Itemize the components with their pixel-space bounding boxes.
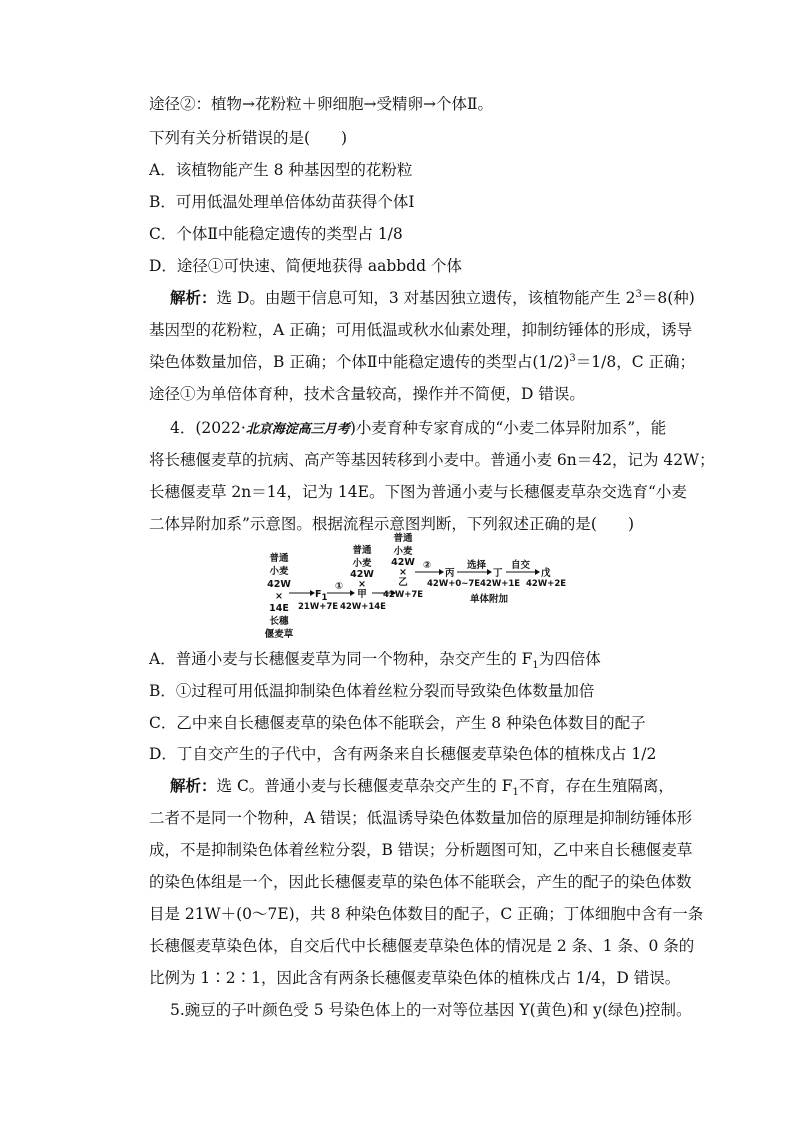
- superscript: 3: [635, 288, 642, 300]
- f1-count: 21W+7E: [298, 602, 339, 612]
- parent-grass-label: 偃麦草: [264, 629, 294, 640]
- analysis-text: ＝8(种): [641, 289, 695, 307]
- arrow-head: [487, 569, 492, 575]
- parent-wheat-label: 普通: [393, 533, 413, 544]
- arrow-head: [439, 569, 444, 575]
- option-a: [149, 649, 601, 672]
- question-text: )小麦育种专家育成的“小麦二体异附加系”，能: [349, 419, 667, 437]
- step-1-label: ①: [335, 581, 344, 592]
- arrow-head: [350, 590, 355, 596]
- jia-label: 甲: [357, 589, 367, 600]
- parent-wheat-label: 普通: [269, 553, 289, 564]
- parent-wheat-count: 42W: [350, 569, 374, 580]
- analysis-line: [149, 352, 695, 372]
- subscript: 1: [532, 660, 539, 672]
- option-d: D．丁自交产生的子代中，含有两条来自长穗偃麦草染色体的植株戊占 1/2: [149, 745, 657, 763]
- question-4-line: 长穗偃麦草 2n＝14，记为 14E。下图为普通小麦与长穗偃麦草杂交选育“小麦: [149, 483, 687, 501]
- parent-wheat-label: 普通: [352, 545, 372, 556]
- selfcross-label: 自交: [511, 560, 531, 571]
- parent-grass-label: 长穗: [269, 616, 289, 627]
- analysis-text: 选 D。由题干信息可知，3 对基因独立遗传，该植物能产生 2: [216, 289, 636, 307]
- option-text: A．普通小麦与长穗偃麦草为同一个物种，杂交产生的 F: [149, 650, 533, 668]
- bing-count: 42W+0~7E: [427, 579, 481, 589]
- option-d: D．途径①可快速、简便地获得 aabbdd 个体: [149, 257, 462, 275]
- parent-wheat-count: 42W: [391, 557, 415, 568]
- analysis-line: 途径①为单倍体育种，技术含量较高，操作并不简便，D 错误。: [149, 385, 585, 403]
- option-a: A．该植物能产生 8 种基因型的花粉粒: [149, 161, 413, 179]
- bing-label: 丙: [445, 568, 455, 579]
- parent-wheat-label: 小麦: [352, 558, 372, 569]
- superscript: 3: [569, 352, 576, 364]
- f1-label: F1: [315, 589, 328, 603]
- select-label: 选择: [467, 560, 487, 571]
- parent-wheat-count: 42W: [267, 579, 291, 590]
- question-prompt: 下列有关分析错误的是( ): [149, 129, 348, 147]
- analysis-text: ＝1/8，C 正确；: [575, 353, 696, 371]
- analysis-text: 选 C。普通小麦与长穗偃麦草杂交产生的 F: [216, 777, 513, 795]
- analysis-text: 不育，存在生殖隔离，: [518, 777, 674, 795]
- ding-label: 丁: [493, 568, 503, 579]
- parent-wheat-label: 小麦: [269, 566, 289, 577]
- option-text: 为四倍体: [538, 650, 601, 668]
- cross-symbol: ×: [275, 591, 283, 602]
- question-5-line: 5.豌豆的子叶颜色受 5 号染色体上的一对等位基因 Y(黄色)和 y(绿色)控制。: [170, 1001, 692, 1019]
- question-4-line: [170, 418, 666, 440]
- analysis-line: [170, 776, 674, 799]
- analysis-text: 染色体数量加倍，B 正确；个体Ⅱ中能稳定遗传的类型占(1/2): [149, 353, 570, 371]
- wu-label: 戊: [541, 568, 551, 579]
- cross-symbol: ×: [358, 579, 366, 590]
- question-number: 4．(2022·: [170, 419, 246, 437]
- question-4-line: 将长穗偃麦草的抗病、高产等基因转移到小麦中。普通小麦 6n＝42，记为 42W；: [149, 451, 715, 469]
- analysis-line: [170, 288, 695, 308]
- option-b: B．①过程可用低温抑制染色体着丝粒分裂而导致染色体数量加倍: [149, 682, 595, 700]
- analysis-line: 比例为 1∶2∶1，因此含有两条长穗偃麦草染色体的植株戊占 1/4，D 错误。: [149, 969, 681, 987]
- analysis-line: 基因型的花粉粒，A 正确；可用低温或秋水仙素处理，抑制纺锤体的形成，诱导: [149, 321, 693, 339]
- question-4-line: 二体异附加系”示意图。根据流程示意图判断，下列叙述正确的是( ): [149, 515, 635, 533]
- step-2-label: ②: [423, 560, 432, 571]
- analysis-line: 目是 21W＋(0～7E)，共 8 种染色体数目的配子，C 正确；丁体细胞中含有一条: [149, 905, 704, 923]
- analysis-line: 长穗偃麦草染色体，自交后代中长穗偃麦草染色体的情况是 2 条、1 条、0 条的: [149, 937, 695, 955]
- monosomic-caption: 单体附加: [470, 594, 509, 605]
- parent-wheat-label: 小麦: [393, 546, 413, 557]
- wu-count: 42W+2E: [526, 579, 567, 589]
- option-b: B．可用低温处理单倍体幼苗获得个体Ⅰ: [149, 193, 415, 211]
- analysis-line: 的染色体组是一个，因此长穗偃麦草的染色体不能联会，产生的配子的染色体数: [149, 873, 692, 891]
- analysis-label: 解析：: [170, 776, 217, 795]
- subscript: 1: [512, 787, 519, 799]
- breeding-flow-diagram: [255, 531, 575, 641]
- cross-symbol: ×: [399, 567, 407, 578]
- yi-count: 42W+7E: [383, 590, 424, 600]
- analysis-line: 二者不是同一个物种，A 错误；低温诱导染色体数量加倍的原理是抑制纺锤体形: [149, 809, 693, 827]
- arrow-head: [535, 569, 540, 575]
- option-c: C．乙中来自长穗偃麦草的染色体不能联会，产生 8 种染色体数目的配子: [149, 714, 646, 732]
- yi-label: 乙: [398, 577, 408, 588]
- line-route-2: 途径②：植物→花粉粒＋卵细胞→受精卵→个体Ⅱ。: [149, 95, 493, 113]
- analysis-label: 解析：: [170, 288, 217, 307]
- ding-count: 42W+1E: [480, 579, 521, 589]
- option-c: C．个体Ⅱ中能稳定遗传的类型占 1/8: [149, 225, 403, 243]
- analysis-line: 成，不是抑制染色体着丝粒分裂，B 错误；分析题图可知，乙中来自长穗偃麦草: [149, 841, 693, 859]
- question-source: 北京海淀高三月考: [245, 422, 350, 437]
- parent-grass-count: 14E: [269, 603, 289, 614]
- jia-count: 42W+14E: [340, 602, 386, 612]
